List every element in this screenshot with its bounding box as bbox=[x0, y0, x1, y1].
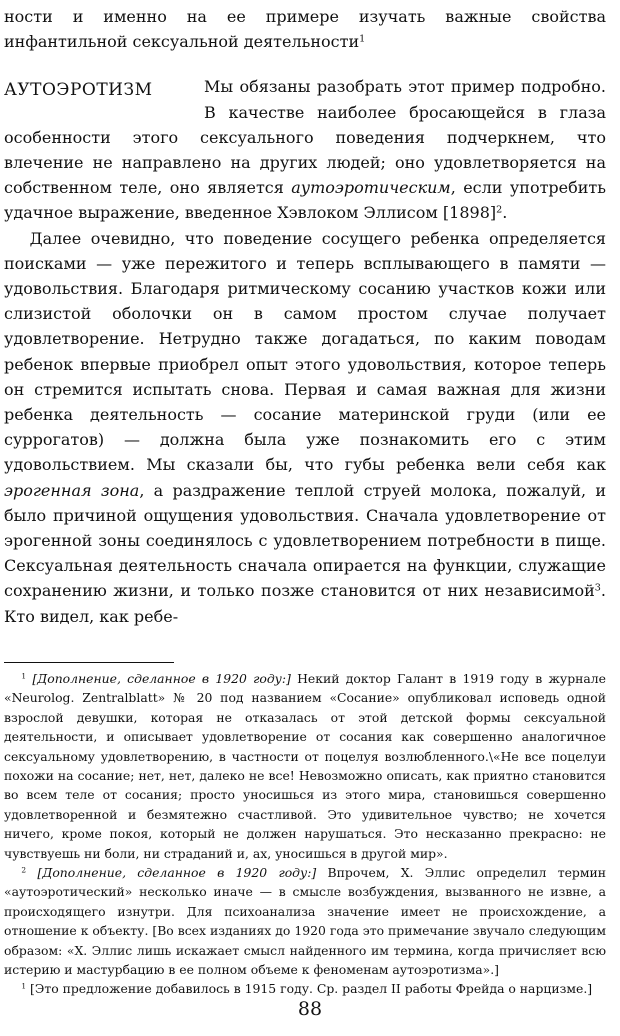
paragraph-text: Мы обязаны разобрать этот пример подробно. В качестве наиболее бросающейся в глаза особенности этого сексуального поведения подчеркнем, что влечение не направлено на других людей; оно удовлетворяется на собственном теле, оно является bbox=[4, 77, 606, 198]
paragraph-text: . bbox=[502, 203, 508, 223]
footnote-editorial-note: [Дополнение, сделанное в 1920 году:] bbox=[37, 864, 317, 880]
footnote-1 bbox=[4, 669, 606, 863]
paragraph-continuation bbox=[4, 4, 606, 54]
paragraph-text: , а раздражение теплой струей молока, пожалуй, и было причиной ощущения удовольствия. Сначала удовлетворение от эрогенной зоны соединялось с удовлетворением потребности в пище. Сексуальная деятельность сначала опирается на функции, служащие сохранению жизни, и только позже становится от них независимой bbox=[4, 480, 607, 601]
footnote-text: Некий доктор Галант в 1919 году в журнале «Neurolog. Zentralblatt» № 20 под названием «Сосание» опубликовал исповедь одной взрослой девушки, которая не отказалась от этой детской формы сексуальной деятельности, и описывает удовлетворение от сосания как совершенно аналогичное сексуальному удовлетворению, в частности от поцелуя возлюбленного.\«Не все поцелуи похожи на сосание; нет, нет, далеко не все! Невозможно описать, как приятно становится во всем теле от сосания; просто уносишься из этого мира, становишься совершенно удовлетворенной и безмятежно счастливой. Это удивительное чувство; не хочется ничего, кроме покоя, который не должен нарушаться. Это несказанно прекрасно: не чувствуешь ни боли, ни страданий и, ах, уносишься в другой мир». bbox=[4, 670, 606, 861]
footnote-reference: 3 bbox=[594, 582, 601, 594]
paragraph-text: , если употребить удачное выражение, введенное Хэвлоком Эллисом [1898] bbox=[4, 178, 606, 223]
footnote-mark: 2 bbox=[21, 865, 27, 875]
footnote-2 bbox=[4, 863, 606, 979]
emphasized-term: эрогенная зона bbox=[4, 480, 140, 500]
footnote-mark: 1 bbox=[21, 981, 27, 991]
paragraph-text: . Кто видел, как ребе- bbox=[4, 581, 606, 626]
section-heading: АУТОЭРОТИЗМ bbox=[4, 80, 153, 101]
footnote-text: [Это предложение добавилось в 1915 году. Ср. раздел II работы Фрейда о нарцизме.] bbox=[30, 981, 593, 997]
footnote-reference: 1 bbox=[359, 33, 366, 45]
book-page bbox=[4, 4, 606, 1032]
footnote-divider bbox=[4, 662, 174, 663]
main-text bbox=[4, 4, 606, 629]
paragraph-text: ности и именно на ее примере изучать важные свойства инфантильной сексуальной деятельности bbox=[4, 7, 606, 52]
paragraph-erogenous bbox=[4, 226, 606, 629]
footnote-mark: 1 bbox=[21, 671, 27, 681]
footnote-3 bbox=[4, 979, 606, 998]
footnotes bbox=[4, 669, 606, 999]
footnote-text: Впрочем, Х. Эллис определил термин «аутоэротический» несколько иначе — в смысле возбуждения, вызванного не извне, а происходящего изнутри. Для психоанализа значение имеет не происхождение, а отношение к объекту. [Во всех изданиях до 1920 года это примечание звучало следующим образом: «Х. Эллис лишь искажает смысл найденного им термина, когда причисляет всю истерию и мастурбацию в ее полном объеме к феноменам аутоэротизма».] bbox=[4, 864, 606, 977]
footnote-reference: 2 bbox=[496, 204, 503, 216]
emphasized-term: аутоэротическим bbox=[291, 178, 451, 198]
footnote-editorial-note: [Дополнение, сделанное в 1920 году:] bbox=[32, 670, 291, 686]
paragraph-text: Далее очевидно, что поведение сосущего ребенка определяется поисками — уже пережитого и теперь всплывающего в памяти — удовольствия. Благодаря ритмическому сосанию участков кожи или слизистой оболочки он в самом простом случае получает удовлетворение. Нетрудно также догадаться, по каким поводам ребенок впервые приобрел опыт этого удовольствия, которое теперь он стремится испытать снова. Первая и самая важная для жизни ребенка деятельность — сосание материнской груди (или ее суррогатов) — должна была уже познакомить его с этим удовольствием. Мы сказали бы, что губы ребенка вели себя как bbox=[4, 228, 606, 475]
page-number: 88 bbox=[297, 998, 323, 1020]
